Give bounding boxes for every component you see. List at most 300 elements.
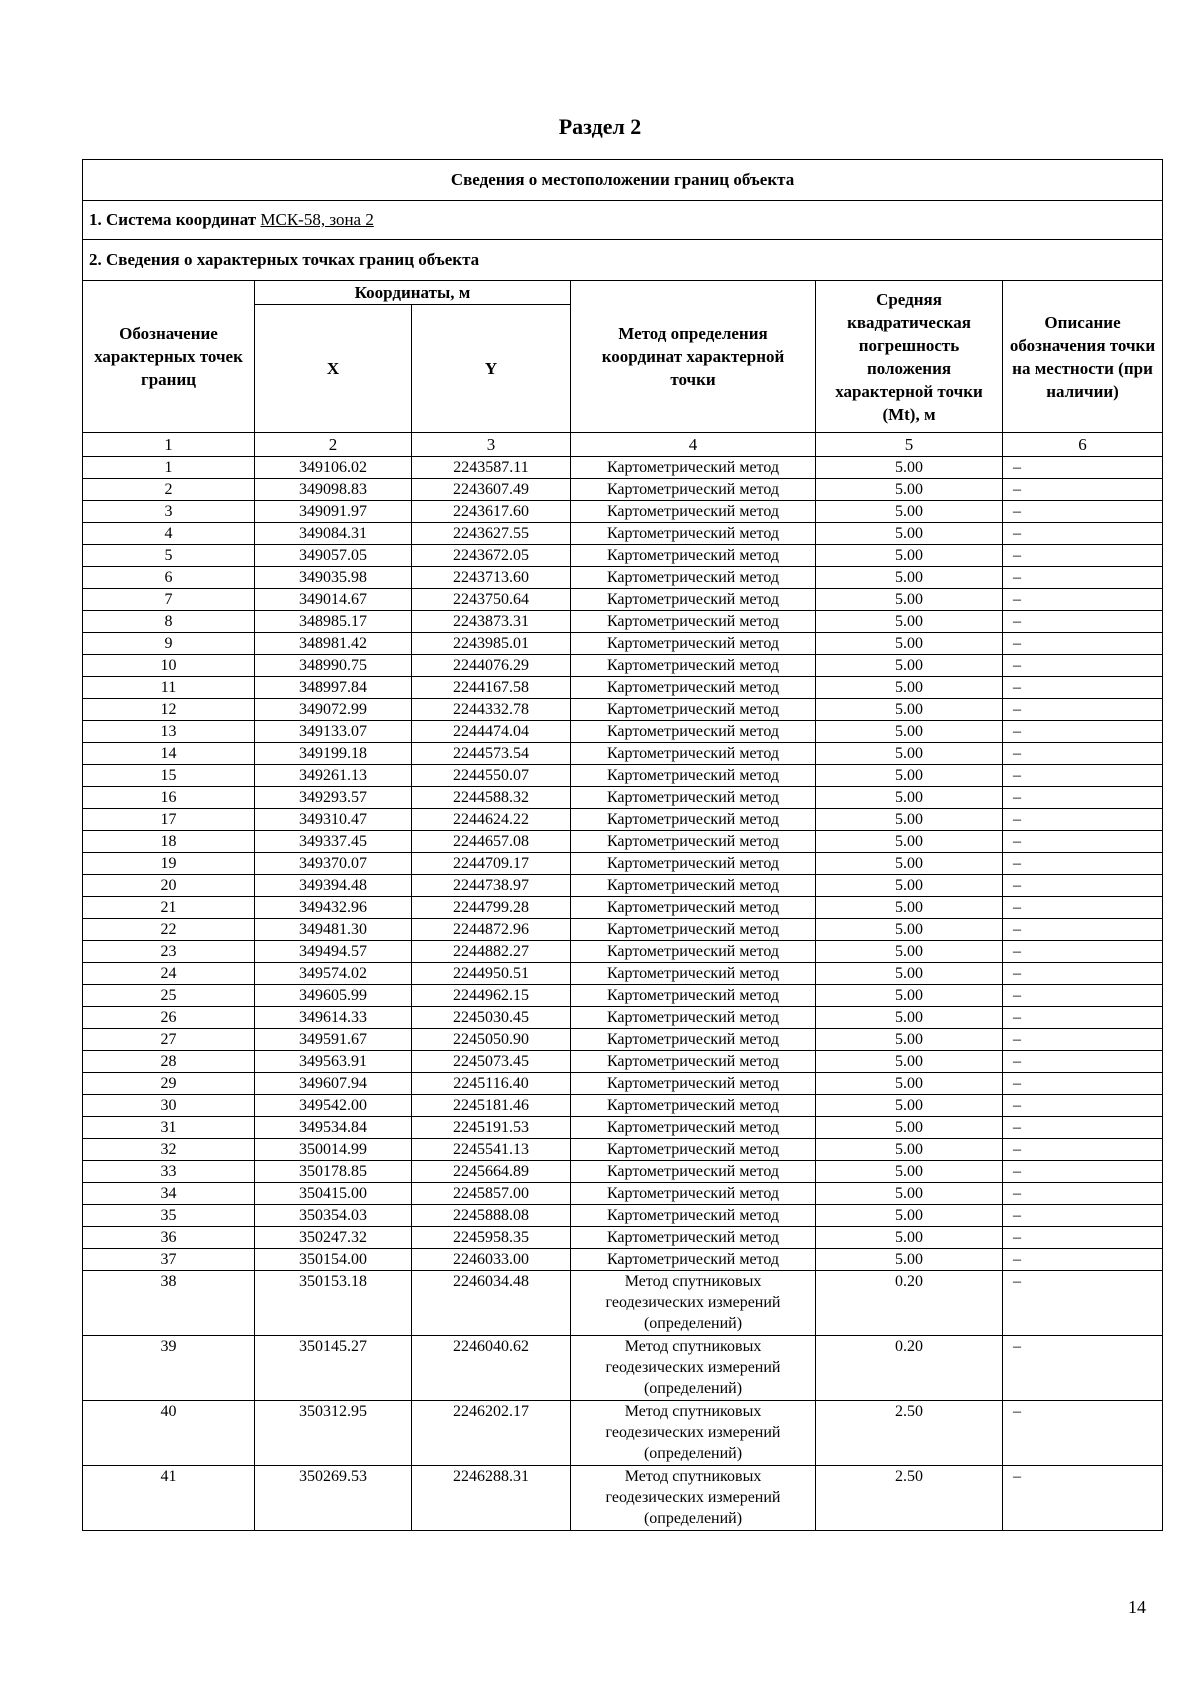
description: – — [1003, 545, 1163, 567]
method: Картометрический метод — [571, 743, 816, 765]
method: Картометрический метод — [571, 721, 816, 743]
point-id: 36 — [83, 1227, 255, 1249]
description: – — [1003, 567, 1163, 589]
error: 5.00 — [816, 743, 1003, 765]
method: Картометрический метод — [571, 853, 816, 875]
method: Картометрический метод — [571, 787, 816, 809]
coord-x: 349057.05 — [255, 545, 412, 567]
table-row — [83, 1271, 1163, 1336]
description: – — [1003, 633, 1163, 655]
error: 5.00 — [816, 523, 1003, 545]
point-id: 28 — [83, 1051, 255, 1073]
coord-y: 2243750.64 — [412, 589, 571, 611]
table-row — [83, 611, 1163, 633]
coord-y: 2244950.51 — [412, 963, 571, 985]
table-row — [83, 985, 1163, 1007]
point-id: 15 — [83, 765, 255, 787]
coord-x: 350415.00 — [255, 1183, 412, 1205]
coord-y: 2245888.08 — [412, 1205, 571, 1227]
coord-x: 349534.84 — [255, 1117, 412, 1139]
coord-y: 2245857.00 — [412, 1183, 571, 1205]
description: – — [1003, 523, 1163, 545]
point-id: 6 — [83, 567, 255, 589]
coord-x: 348990.75 — [255, 655, 412, 677]
point-id: 22 — [83, 919, 255, 941]
point-id: 8 — [83, 611, 255, 633]
coord-y: 2246040.62 — [412, 1336, 571, 1401]
coord-y: 2246033.00 — [412, 1249, 571, 1271]
error: 5.00 — [816, 457, 1003, 479]
column-number: 3 — [412, 433, 571, 457]
coord-y: 2245116.40 — [412, 1073, 571, 1095]
coord-x: 349035.98 — [255, 567, 412, 589]
point-id: 1 — [83, 457, 255, 479]
point-id: 23 — [83, 941, 255, 963]
coord-x: 349106.02 — [255, 457, 412, 479]
coord-y: 2245050.90 — [412, 1029, 571, 1051]
description: – — [1003, 919, 1163, 941]
coord-x: 349605.99 — [255, 985, 412, 1007]
description: – — [1003, 1029, 1163, 1051]
table-row — [83, 787, 1163, 809]
coord-y: 2243587.11 — [412, 457, 571, 479]
coord-x: 350354.03 — [255, 1205, 412, 1227]
description: – — [1003, 1007, 1163, 1029]
method: Картометрический метод — [571, 699, 816, 721]
description: – — [1003, 677, 1163, 699]
coord-x: 350153.18 — [255, 1271, 412, 1336]
method: Картометрический метод — [571, 611, 816, 633]
coord-y: 2244167.58 — [412, 677, 571, 699]
description: – — [1003, 897, 1163, 919]
description: – — [1003, 1249, 1163, 1271]
section-title: Раздел 2 — [558, 114, 642, 139]
coord-x: 349481.30 — [255, 919, 412, 941]
error: 5.00 — [816, 941, 1003, 963]
header-method: Метод определения координат характерной точки — [571, 281, 816, 433]
description: – — [1003, 1401, 1163, 1466]
coord-x: 349084.31 — [255, 523, 412, 545]
description: – — [1003, 787, 1163, 809]
coord-y: 2243617.60 — [412, 501, 571, 523]
table-row — [83, 457, 1163, 479]
header-error — [816, 281, 1003, 433]
error: 5.00 — [816, 1095, 1003, 1117]
description: – — [1003, 1051, 1163, 1073]
page-number: 14 — [1128, 1597, 1146, 1617]
coord-x: 348997.84 — [255, 677, 412, 699]
error: 5.00 — [816, 897, 1003, 919]
error: 5.00 — [816, 1227, 1003, 1249]
error: 5.00 — [816, 655, 1003, 677]
boundary-points-table — [82, 159, 1163, 1531]
coord-y: 2244799.28 — [412, 897, 571, 919]
coord-x: 349014.67 — [255, 589, 412, 611]
point-id: 12 — [83, 699, 255, 721]
point-id: 27 — [83, 1029, 255, 1051]
coord-x: 349614.33 — [255, 1007, 412, 1029]
method: Картометрический метод — [571, 457, 816, 479]
table-row — [83, 633, 1163, 655]
description: – — [1003, 963, 1163, 985]
description: – — [1003, 1183, 1163, 1205]
coord-x: 349574.02 — [255, 963, 412, 985]
point-id: 26 — [83, 1007, 255, 1029]
table-row — [83, 743, 1163, 765]
point-id: 25 — [83, 985, 255, 1007]
description: – — [1003, 1336, 1163, 1401]
coord-y: 2244588.32 — [412, 787, 571, 809]
error: 2.50 — [816, 1466, 1003, 1531]
table-row — [83, 501, 1163, 523]
method: Метод спутниковых геодезических измерений (определений) — [571, 1271, 816, 1336]
method: Картометрический метод — [571, 1249, 816, 1271]
method: Картометрический метод — [571, 1161, 816, 1183]
error: 5.00 — [816, 567, 1003, 589]
point-id: 38 — [83, 1271, 255, 1336]
coord-y: 2243607.49 — [412, 479, 571, 501]
method: Картометрический метод — [571, 1117, 816, 1139]
coord-system-label: 1. Система координат — [89, 210, 257, 229]
table-row — [83, 1007, 1163, 1029]
coord-x: 350269.53 — [255, 1466, 412, 1531]
coord-x: 349394.48 — [255, 875, 412, 897]
column-number: 5 — [816, 433, 1003, 457]
point-id: 7 — [83, 589, 255, 611]
method: Картометрический метод — [571, 1139, 816, 1161]
coord-y: 2244962.15 — [412, 985, 571, 1007]
points-heading: 2. Сведения о характерных точках границ объекта — [83, 240, 1163, 281]
table-row — [83, 1117, 1163, 1139]
method: Картометрический метод — [571, 589, 816, 611]
point-id: 2 — [83, 479, 255, 501]
table-row — [83, 831, 1163, 853]
error: 5.00 — [816, 875, 1003, 897]
table-row — [83, 1466, 1163, 1531]
method: Картометрический метод — [571, 831, 816, 853]
coord-x: 349337.45 — [255, 831, 412, 853]
point-id: 41 — [83, 1466, 255, 1531]
point-id: 40 — [83, 1401, 255, 1466]
coord-x: 350154.00 — [255, 1249, 412, 1271]
coord-y: 2244076.29 — [412, 655, 571, 677]
point-id: 31 — [83, 1117, 255, 1139]
description: – — [1003, 1117, 1163, 1139]
error: 5.00 — [816, 853, 1003, 875]
description: – — [1003, 699, 1163, 721]
coord-x: 349494.57 — [255, 941, 412, 963]
method: Картометрический метод — [571, 1205, 816, 1227]
method: Картометрический метод — [571, 545, 816, 567]
table-row — [83, 1073, 1163, 1095]
error: 5.00 — [816, 589, 1003, 611]
method: Картометрический метод — [571, 501, 816, 523]
coord-y: 2245541.13 — [412, 1139, 571, 1161]
method: Картометрический метод — [571, 809, 816, 831]
coord-system — [83, 201, 1163, 240]
column-numbers-row — [83, 433, 1163, 457]
method: Картометрический метод — [571, 677, 816, 699]
coord-x: 349133.07 — [255, 721, 412, 743]
error: 5.00 — [816, 545, 1003, 567]
description: – — [1003, 853, 1163, 875]
point-id: 18 — [83, 831, 255, 853]
point-id: 13 — [83, 721, 255, 743]
error: 5.00 — [816, 1117, 1003, 1139]
table-row — [83, 721, 1163, 743]
description: – — [1003, 1227, 1163, 1249]
error: 0.20 — [816, 1271, 1003, 1336]
description: – — [1003, 1466, 1163, 1531]
point-id: 16 — [83, 787, 255, 809]
coord-y: 2246202.17 — [412, 1401, 571, 1466]
coord-y: 2246034.48 — [412, 1271, 571, 1336]
coord-y: 2245181.46 — [412, 1095, 571, 1117]
method: Картометрический метод — [571, 1183, 816, 1205]
coord-y: 2243985.01 — [412, 633, 571, 655]
coord-y: 2244474.04 — [412, 721, 571, 743]
method: Метод спутниковых геодезических измерений (определений) — [571, 1401, 816, 1466]
table-row — [83, 1227, 1163, 1249]
point-id: 34 — [83, 1183, 255, 1205]
coord-x: 349607.94 — [255, 1073, 412, 1095]
method: Картометрический метод — [571, 1227, 816, 1249]
coord-y: 2245030.45 — [412, 1007, 571, 1029]
coord-y: 2243873.31 — [412, 611, 571, 633]
point-id: 32 — [83, 1139, 255, 1161]
header-coordinates: Координаты, м — [255, 281, 571, 305]
method: Картометрический метод — [571, 1051, 816, 1073]
description: – — [1003, 765, 1163, 787]
table-row — [83, 1095, 1163, 1117]
error: 5.00 — [816, 699, 1003, 721]
error: 2.50 — [816, 1401, 1003, 1466]
error: 5.00 — [816, 1051, 1003, 1073]
method: Картометрический метод — [571, 963, 816, 985]
point-id: 30 — [83, 1095, 255, 1117]
table-row — [83, 479, 1163, 501]
error: 5.00 — [816, 1073, 1003, 1095]
error: 5.00 — [816, 765, 1003, 787]
method: Картометрический метод — [571, 523, 816, 545]
table-row — [83, 655, 1163, 677]
table-row — [83, 941, 1163, 963]
point-id: 4 — [83, 523, 255, 545]
coord-x: 349293.57 — [255, 787, 412, 809]
coord-x: 349072.99 — [255, 699, 412, 721]
description: – — [1003, 479, 1163, 501]
error: 5.00 — [816, 677, 1003, 699]
coord-x: 349542.00 — [255, 1095, 412, 1117]
coord-x: 350312.95 — [255, 1401, 412, 1466]
description: – — [1003, 985, 1163, 1007]
coord-y: 2245191.53 — [412, 1117, 571, 1139]
method: Метод спутниковых геодезических измерений (определений) — [571, 1336, 816, 1401]
table-row — [83, 1139, 1163, 1161]
coord-x: 350178.85 — [255, 1161, 412, 1183]
point-id: 3 — [83, 501, 255, 523]
error: 5.00 — [816, 479, 1003, 501]
description: – — [1003, 1095, 1163, 1117]
coord-y: 2244882.27 — [412, 941, 571, 963]
table-row — [83, 853, 1163, 875]
coord-y: 2245073.45 — [412, 1051, 571, 1073]
coord-x: 348985.17 — [255, 611, 412, 633]
method: Картометрический метод — [571, 941, 816, 963]
description: – — [1003, 457, 1163, 479]
table-row — [83, 699, 1163, 721]
table-row — [83, 1029, 1163, 1051]
coord-x: 349098.83 — [255, 479, 412, 501]
point-id: 39 — [83, 1336, 255, 1401]
method: Метод спутниковых геодезических измерений (определений) — [571, 1466, 816, 1531]
coord-x: 349199.18 — [255, 743, 412, 765]
method: Картометрический метод — [571, 1073, 816, 1095]
coord-y: 2243672.05 — [412, 545, 571, 567]
header-point-designation: Обозначение характерных точек границ — [83, 281, 255, 433]
coord-x: 348981.42 — [255, 633, 412, 655]
method: Картометрический метод — [571, 655, 816, 677]
error: 5.00 — [816, 787, 1003, 809]
method: Картометрический метод — [571, 765, 816, 787]
table-row — [83, 1183, 1163, 1205]
method: Картометрический метод — [571, 897, 816, 919]
point-id: 20 — [83, 875, 255, 897]
coord-x: 349563.91 — [255, 1051, 412, 1073]
description: – — [1003, 1161, 1163, 1183]
error: 5.00 — [816, 809, 1003, 831]
coord-x: 350014.99 — [255, 1139, 412, 1161]
coord-x: 349432.96 — [255, 897, 412, 919]
column-number: 6 — [1003, 433, 1163, 457]
table-row — [83, 523, 1163, 545]
method: Картометрический метод — [571, 985, 816, 1007]
coord-x: 350145.27 — [255, 1336, 412, 1401]
table-row — [83, 1249, 1163, 1271]
method: Картометрический метод — [571, 479, 816, 501]
table-title: Сведения о местоположении границ объекта — [83, 160, 1163, 201]
description: – — [1003, 809, 1163, 831]
error: 5.00 — [816, 501, 1003, 523]
description: – — [1003, 1271, 1163, 1336]
point-id: 29 — [83, 1073, 255, 1095]
table-row — [83, 1161, 1163, 1183]
table-row — [83, 589, 1163, 611]
coord-y: 2244624.22 — [412, 809, 571, 831]
table-row — [83, 963, 1163, 985]
coord-y: 2244573.54 — [412, 743, 571, 765]
description: – — [1003, 831, 1163, 853]
method: Картометрический метод — [571, 875, 816, 897]
table-row — [83, 545, 1163, 567]
table-row — [83, 1205, 1163, 1227]
method: Картометрический метод — [571, 919, 816, 941]
column-number: 1 — [83, 433, 255, 457]
method: Картометрический метод — [571, 1095, 816, 1117]
coord-x: 349310.47 — [255, 809, 412, 831]
table-row — [83, 677, 1163, 699]
header-description: Описание обозначения точки на местности (при наличии) — [1003, 281, 1163, 433]
point-id: 37 — [83, 1249, 255, 1271]
description: – — [1003, 1205, 1163, 1227]
coord-y: 2244657.08 — [412, 831, 571, 853]
coord-y: 2245664.89 — [412, 1161, 571, 1183]
point-id: 14 — [83, 743, 255, 765]
table-row — [83, 1401, 1163, 1466]
table-row — [83, 567, 1163, 589]
method: Картометрический метод — [571, 1029, 816, 1051]
method: Картометрический метод — [571, 567, 816, 589]
description: – — [1003, 655, 1163, 677]
coord-x: 349591.67 — [255, 1029, 412, 1051]
coord-system-value: МСК-58, зона 2 — [260, 210, 374, 229]
coord-x: 349370.07 — [255, 853, 412, 875]
description: – — [1003, 1139, 1163, 1161]
table-row — [83, 765, 1163, 787]
point-id: 33 — [83, 1161, 255, 1183]
table-row — [83, 809, 1163, 831]
method: Картометрический метод — [571, 1007, 816, 1029]
point-id: 11 — [83, 677, 255, 699]
error: 5.00 — [816, 831, 1003, 853]
coord-y: 2244872.96 — [412, 919, 571, 941]
point-id: 10 — [83, 655, 255, 677]
error: 5.00 — [816, 1249, 1003, 1271]
coord-y: 2244709.17 — [412, 853, 571, 875]
description: – — [1003, 875, 1163, 897]
column-number: 2 — [255, 433, 412, 457]
coord-y: 2243627.55 — [412, 523, 571, 545]
coord-x: 350247.32 — [255, 1227, 412, 1249]
point-id: 5 — [83, 545, 255, 567]
description: – — [1003, 941, 1163, 963]
description: – — [1003, 721, 1163, 743]
coord-x: 349261.13 — [255, 765, 412, 787]
point-id: 17 — [83, 809, 255, 831]
header-error-text: Средняя квадратическая погрешность положения характерной точки (Mt), м — [835, 289, 983, 424]
error: 5.00 — [816, 963, 1003, 985]
error: 5.00 — [816, 721, 1003, 743]
error: 5.00 — [816, 1205, 1003, 1227]
coord-y: 2243713.60 — [412, 567, 571, 589]
error: 5.00 — [816, 985, 1003, 1007]
point-id: 21 — [83, 897, 255, 919]
error: 5.00 — [816, 611, 1003, 633]
header-x: X — [255, 305, 412, 433]
table-row — [83, 875, 1163, 897]
description: – — [1003, 501, 1163, 523]
point-id: 19 — [83, 853, 255, 875]
column-number: 4 — [571, 433, 816, 457]
table-row — [83, 897, 1163, 919]
coord-x: 349091.97 — [255, 501, 412, 523]
error: 5.00 — [816, 1183, 1003, 1205]
table-row — [83, 1051, 1163, 1073]
point-id: 9 — [83, 633, 255, 655]
description: – — [1003, 611, 1163, 633]
method: Картометрический метод — [571, 633, 816, 655]
error: 5.00 — [816, 919, 1003, 941]
coord-y: 2244738.97 — [412, 875, 571, 897]
description: – — [1003, 589, 1163, 611]
table-row — [83, 919, 1163, 941]
coord-y: 2246288.31 — [412, 1466, 571, 1531]
error: 5.00 — [816, 1007, 1003, 1029]
error: 5.00 — [816, 1161, 1003, 1183]
description: – — [1003, 743, 1163, 765]
coord-y: 2244550.07 — [412, 765, 571, 787]
point-id: 35 — [83, 1205, 255, 1227]
